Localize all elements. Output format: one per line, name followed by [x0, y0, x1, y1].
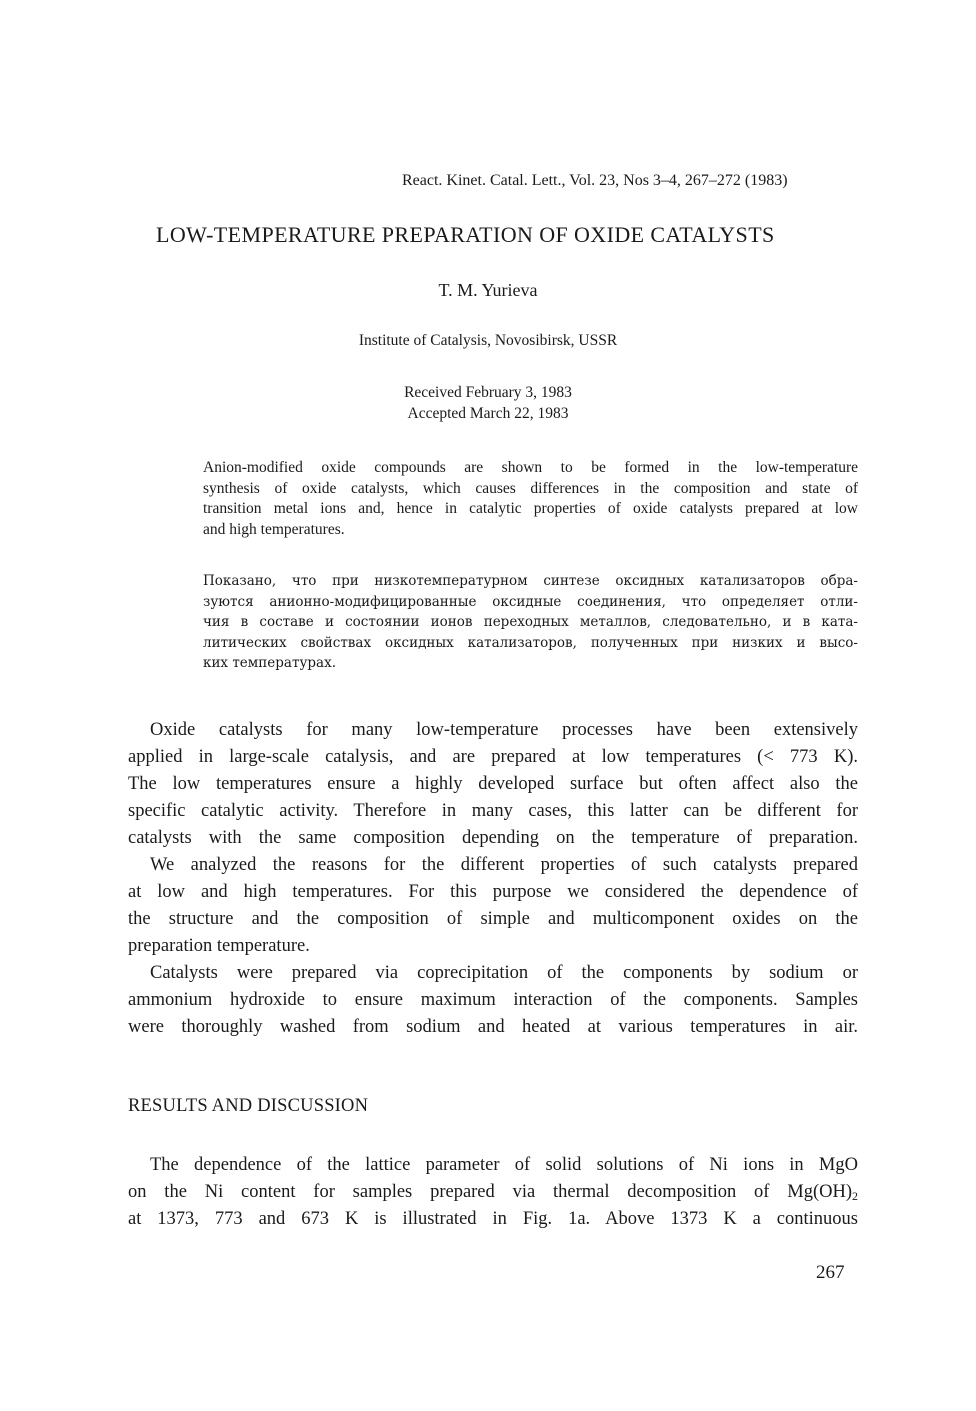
body-line: preparation temperature.	[128, 936, 310, 956]
body-line-text: on the Ni content for samples prepared via thermal decomposition of Mg(OH)	[128, 1182, 852, 1202]
abstract-line: synthesis of oxide catalysts, which causes differences in the composition and state of	[203, 479, 858, 497]
body-line: at 1373, 773 and 673 K is illustrated in Fig. 1a. Above 1373 K a continuous	[128, 1209, 858, 1229]
body-paragraph-1	[128, 717, 858, 852]
abstract-line: and high temperatures.	[203, 520, 345, 538]
abstract-line: transition metal ions and, hence in catalytic properties of oxide catalysts prepared at low	[203, 500, 858, 517]
body-line	[128, 1179, 858, 1206]
body-line: The dependence of the lattice parameter of solid solutions of Ni ions in MgO	[150, 1155, 858, 1175]
author-name: T. M. Yurieva	[438, 280, 538, 300]
body-paragraph-4	[128, 1152, 858, 1233]
body-line: were thoroughly washed from sodium and heated at various temperatures in air.	[128, 1017, 858, 1037]
received-date: Received February 3, 1983	[404, 384, 572, 401]
page-number: 267	[816, 1262, 845, 1283]
body-line: catalysts with the same composition depending on the temperature of preparation.	[128, 828, 858, 848]
abstract-line: чия в составе и состоянии ионов переходных металлов, следовательно, и в ката-	[203, 614, 858, 630]
body-line: applied in large-scale catalysis, and are prepared at low temperatures (< 773 K).	[128, 747, 858, 767]
body-line: the structure and the composition of simple and multicomponent oxides on the	[128, 909, 858, 929]
author-affiliation: Institute of Catalysis, Novosibirsk, USSR	[358, 332, 618, 349]
abstract-english	[203, 458, 858, 540]
body-paragraph-2	[128, 852, 858, 960]
body-line: ammonium hydroxide to ensure maximum interaction of the components. Samples	[128, 990, 858, 1010]
body-line: Catalysts were prepared via coprecipitation of the components by sodium or	[150, 963, 858, 983]
body-line: at low and high temperatures. For this purpose we considered the dependence of	[128, 882, 858, 902]
body-line: The low temperatures ensure a highly developed surface but often affect also the	[128, 774, 858, 794]
journal-citation: React. Kinet. Catal. Lett., Vol. 23, Nos 3–4, 267–272 (1983)	[402, 172, 788, 189]
abstract-line: Anion-modified oxide compounds are shown to be formed in the low-temperature	[203, 459, 858, 476]
paper-title: LOW-TEMPERATURE PREPARATION OF OXIDE CATALYSTS	[156, 222, 775, 247]
abstract-russian	[203, 571, 858, 674]
body-line: specific catalytic activity. Therefore in many cases, this latter can be different for	[128, 801, 858, 821]
body-line: We analyzed the reasons for the different properties of such catalysts prepared	[150, 855, 858, 875]
body-paragraph-3	[128, 960, 858, 1041]
body-line: Oxide catalysts for many low-temperature processes have been extensively	[150, 720, 858, 740]
subscript: 2	[852, 1189, 858, 1203]
section-heading: RESULTS AND DISCUSSION	[128, 1096, 369, 1116]
abstract-line: зуются анионно-модифицированные оксидные соединения, что определяет отли-	[203, 593, 858, 610]
abstract-line: литических свойствах оксидных катализаторов, полученных при низких и высо-	[203, 634, 858, 651]
accepted-date: Accepted March 22, 1983	[407, 405, 569, 422]
abstract-line: ких температурах.	[203, 655, 336, 671]
abstract-line: Показано, что при низкотемпературном синтезе оксидных катализаторов обра-	[203, 573, 858, 589]
